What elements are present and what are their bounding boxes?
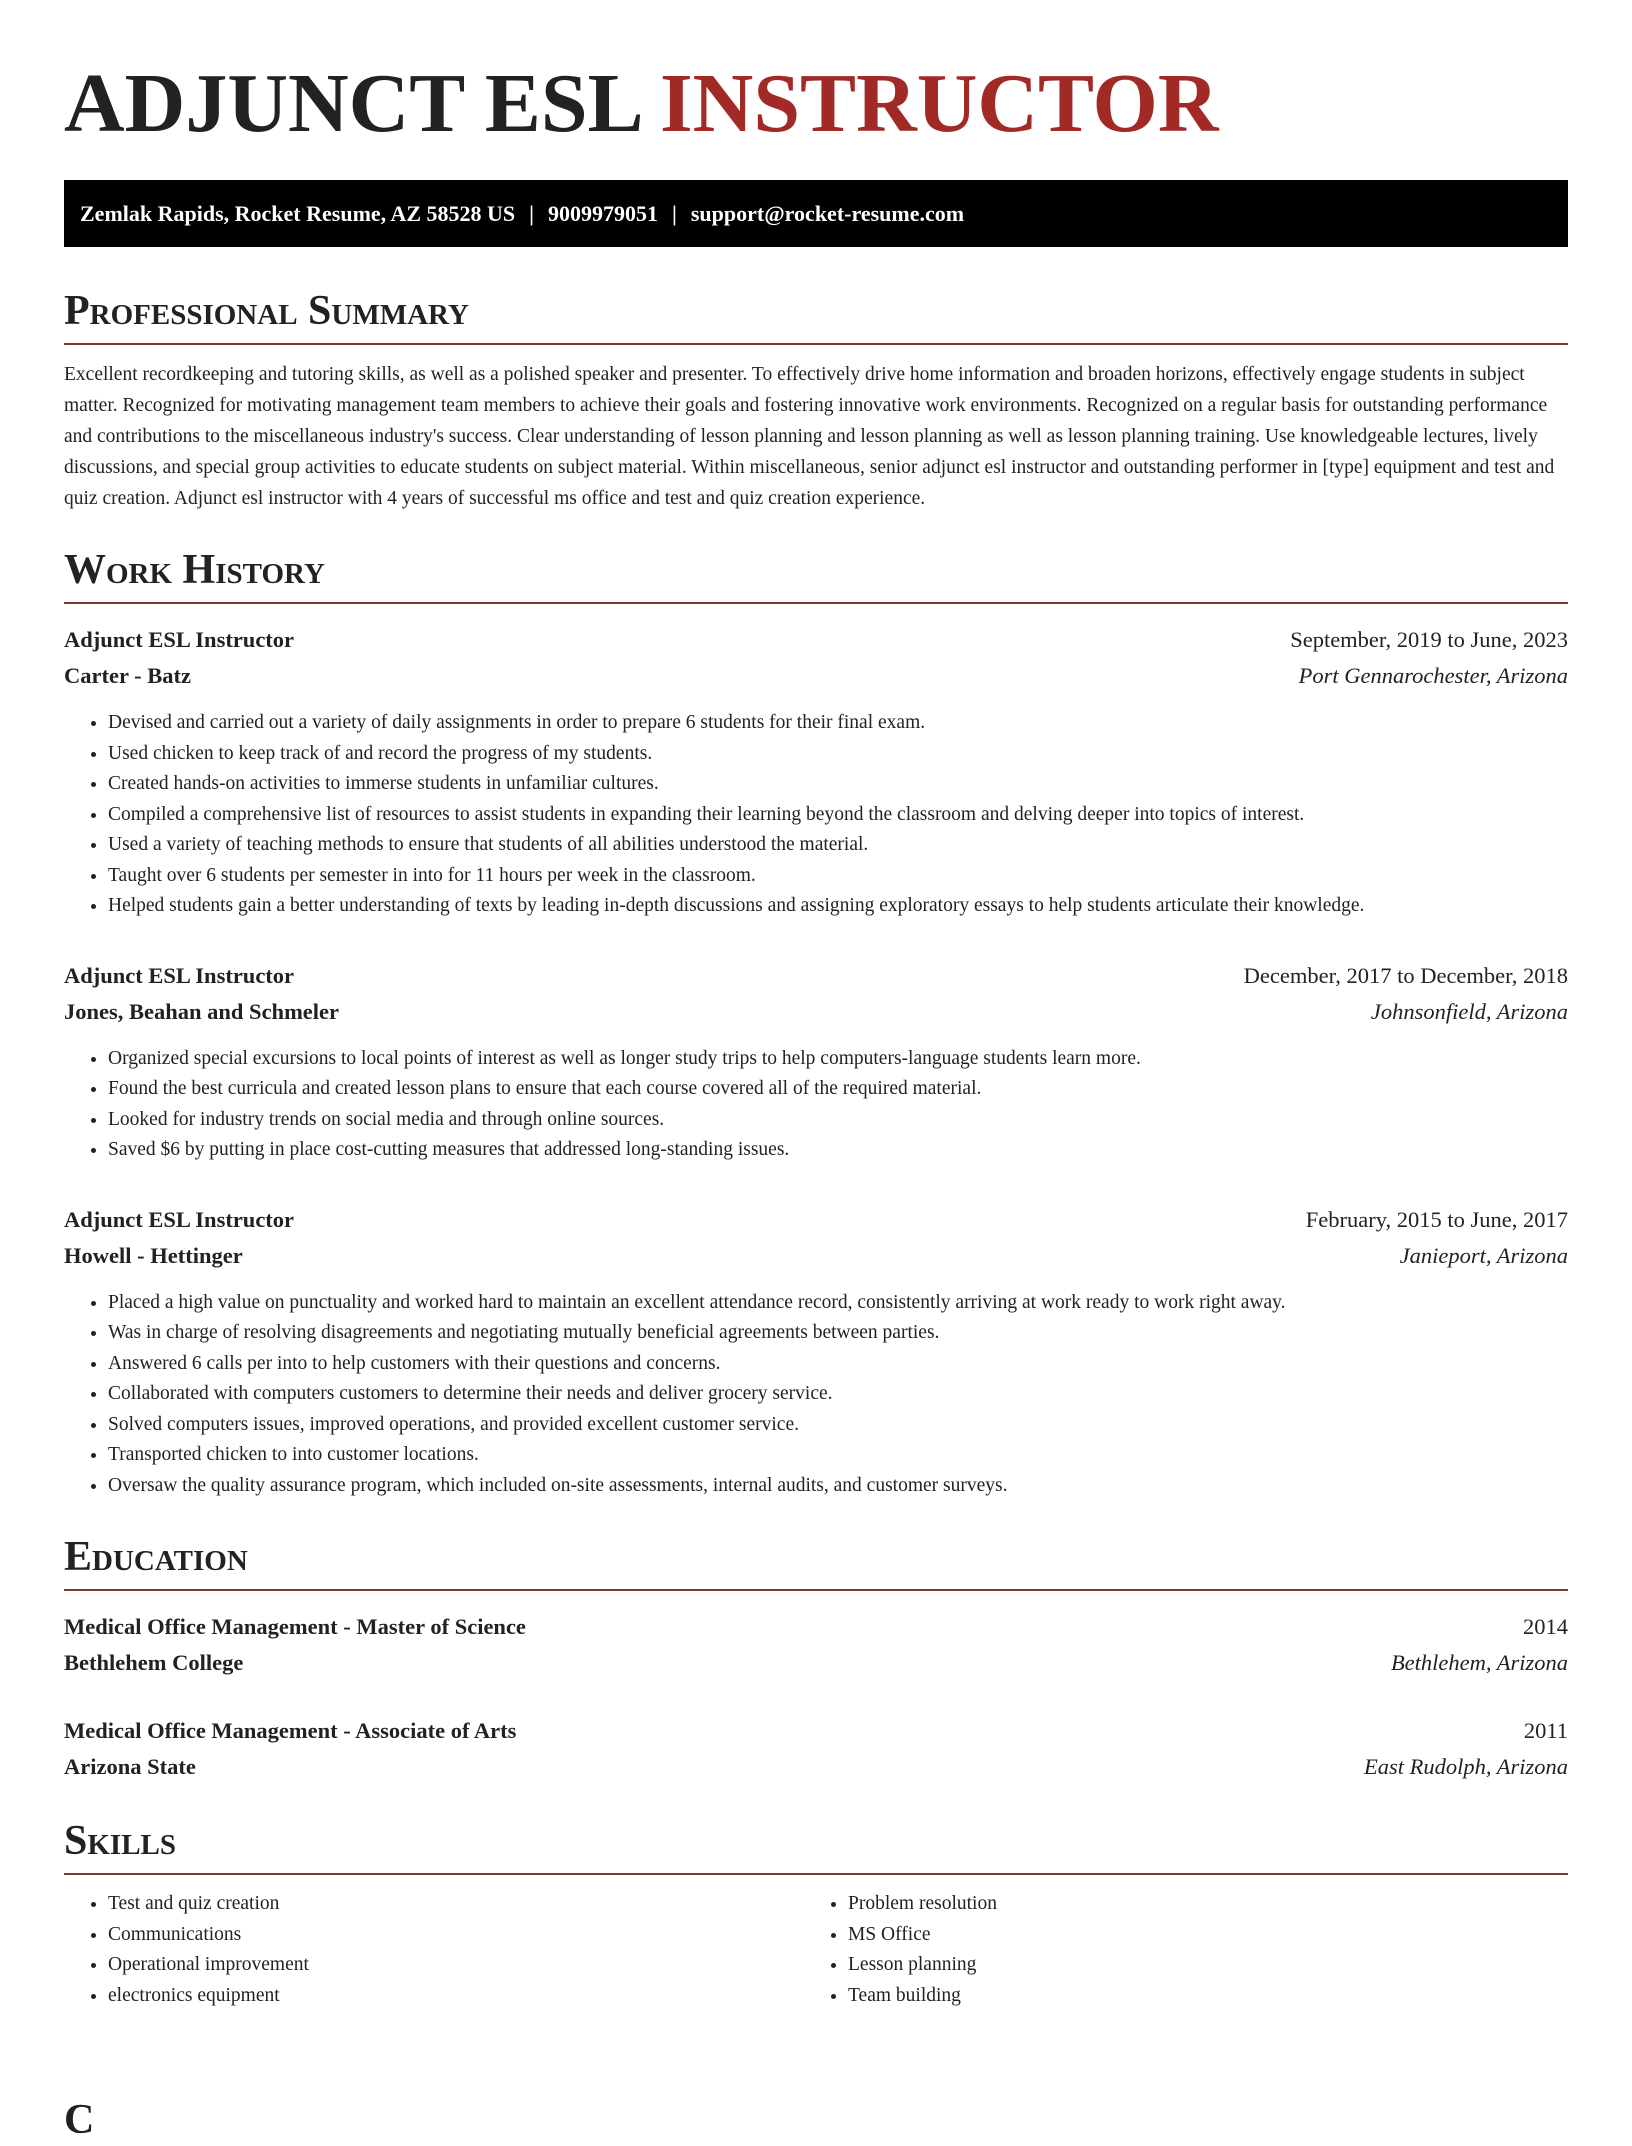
job-bullet: • Transported chicken to into customer locations. [108, 1440, 1568, 1471]
education-section [64, 1531, 1568, 1785]
job-title: Adjunct ESL Instructor [64, 962, 295, 988]
job-bullets [64, 1288, 1568, 1502]
job-entry [64, 958, 1568, 1166]
skill-item: • Test and quiz creation [108, 1889, 804, 1920]
job-bullet: • Looked for industry trends on social media and through online sources. [108, 1105, 1568, 1136]
summary-heading: Professional Summary [64, 285, 1568, 345]
job-dates: December, 2017 to December, 2018 [1243, 962, 1568, 988]
job-dates: February, 2015 to June, 2017 [1305, 1206, 1568, 1232]
skill-item: • Lesson planning [848, 1950, 1544, 1981]
skills-list-left [64, 1889, 804, 2011]
contact-separator: | [529, 201, 534, 226]
job-bullet: • Solved computers issues, improved operations, and provided excellent customer service. [108, 1410, 1568, 1441]
job-title: Adjunct ESL Instructor [64, 1206, 295, 1232]
skill-item: • Communications [108, 1920, 804, 1951]
education-degree: Medical Office Management - Master of Science [64, 1614, 526, 1639]
contact-email: support@rocket-resume.com [690, 201, 965, 226]
education-location: Bethlehem, Arizona [1390, 1650, 1568, 1675]
education-heading: Education [64, 1531, 1568, 1591]
skill-item: • MS Office [848, 1920, 1544, 1951]
job-bullet: • Devised and carried out a variety of daily assignments in order to prepare 6 students for their final exam. [108, 708, 1568, 739]
job-entry [64, 622, 1568, 922]
job-bullet: • Answered 6 calls per into to help customers with their questions and concerns. [108, 1349, 1568, 1380]
job-bullets [64, 708, 1568, 922]
skill-item: • Problem resolution [848, 1889, 1544, 1920]
skills-list-right [804, 1889, 1544, 2011]
job-location: Janieport, Arizona [1399, 1242, 1568, 1268]
job-bullet: • Placed a high value on punctuality and worked hard to maintain an excellent attendance record, consistently arriving at work ready to work right away. [108, 1288, 1568, 1319]
job-bullet: • Collaborated with computers customers to determine their needs and deliver grocery service. [108, 1379, 1568, 1410]
job-bullet: • Oversaw the quality assurance program, which included on-site assessments, internal audits, and customer surveys. [108, 1471, 1568, 1502]
job-bullet: • Organized special excursions to local points of interest as well as longer study trips to help computers-language students learn more. [108, 1044, 1568, 1075]
resume-title [64, 58, 1568, 150]
job-bullets [64, 1044, 1568, 1166]
job-location: Johnsonfield, Arizona [1370, 998, 1568, 1024]
job-bullet: • Helped students gain a better understanding of texts by leading in-depth discussions and assigning exploratory essays to help students articulate their knowledge. [108, 891, 1568, 922]
job-company: Howell - Hettinger [64, 1242, 243, 1268]
contact-phone: 9009979051 [548, 201, 658, 226]
job-entry [64, 1202, 1568, 1502]
job-bullet: • Found the best curricula and created lesson plans to ensure that each course covered all of the required material. [108, 1074, 1568, 1105]
next-section-heading-cut: C [64, 2097, 95, 2143]
work-history-section [64, 544, 1568, 1501]
contact-bar [64, 180, 1568, 247]
job-bullet: • Used a variety of teaching methods to ensure that students of all abilities understood the material. [108, 830, 1568, 861]
skill-item: • Team building [848, 1981, 1544, 2012]
job-bullet: • Compiled a comprehensive list of resources to assist students in expanding their learning beyond the classroom and delving deeper into topics of interest. [108, 800, 1568, 831]
job-location: Port Gennarochester, Arizona [1298, 663, 1568, 688]
contact-separator: | [672, 201, 677, 226]
skill-item: • Operational improvement [108, 1950, 804, 1981]
summary-text: Excellent recordkeeping and tutoring skills, as well as a polished speaker and presenter. To effectively drive home information and broaden horizons, effectively engage students in subject matter. Recognized for motivating management team members to achieve their goals and fostering innovative work environments. Recognized on a regular basis for outstanding performance and contributions to the miscellaneous industry's success. Clear understanding of lesson planning and lesson planning as well as lesson planning training. Use knowledgeable lectures, lively discussions, and special group activities to educate students on subject material. Within miscellaneous, senior adjunct esl instructor and outstanding performer in [type] equipment and test and quiz creation. Adjunct esl instructor with 4 years of successful ms office and test and quiz creation experience. [64, 364, 1555, 509]
skills-grid [64, 1889, 1568, 2011]
job-title: Adjunct ESL Instructor [64, 627, 295, 652]
resume-page [64, 0, 1568, 2143]
job-dates: September, 2019 to June, 2023 [1290, 627, 1568, 652]
contact-address: Zemlak Rapids, Rocket Resume, AZ 58528 US [80, 201, 516, 226]
job-bullet: • Was in charge of resolving disagreements and negotiating mutually beneficial agreements between parties. [108, 1318, 1568, 1349]
education-school: Arizona State [64, 1754, 196, 1779]
skills-section [64, 1815, 1568, 2011]
education-school: Bethlehem College [64, 1650, 244, 1675]
work-history-heading: Work History [64, 544, 1568, 604]
education-degree: Medical Office Management - Associate of Arts [64, 1718, 517, 1743]
education-year: 2014 [1523, 1614, 1568, 1639]
skill-item: • electronics equipment [108, 1981, 804, 2012]
education-entry [64, 1713, 1568, 1785]
education-location: East Rudolph, Arizona [1364, 1754, 1568, 1779]
skills-heading: Skills [64, 1815, 1568, 1875]
title-part-2: INSTRUCTOR [659, 57, 1219, 150]
summary-section [64, 285, 1568, 514]
education-year: 2011 [1523, 1718, 1568, 1743]
job-bullet: • Saved $6 by putting in place cost-cutting measures that addressed long-standing issues. [108, 1135, 1568, 1166]
job-company: Jones, Beahan and Schmeler [64, 998, 340, 1024]
job-bullet: • Used chicken to keep track of and record the progress of my students. [108, 739, 1568, 770]
job-company: Carter - Batz [64, 663, 192, 688]
education-entry [64, 1609, 1568, 1681]
job-bullet: • Taught over 6 students per semester in into for 11 hours per week in the classroom. [108, 861, 1568, 892]
title-part-1: ADJUNCT ESL [64, 57, 639, 150]
job-bullet: • Created hands-on activities to immerse students in unfamiliar cultures. [108, 769, 1568, 800]
